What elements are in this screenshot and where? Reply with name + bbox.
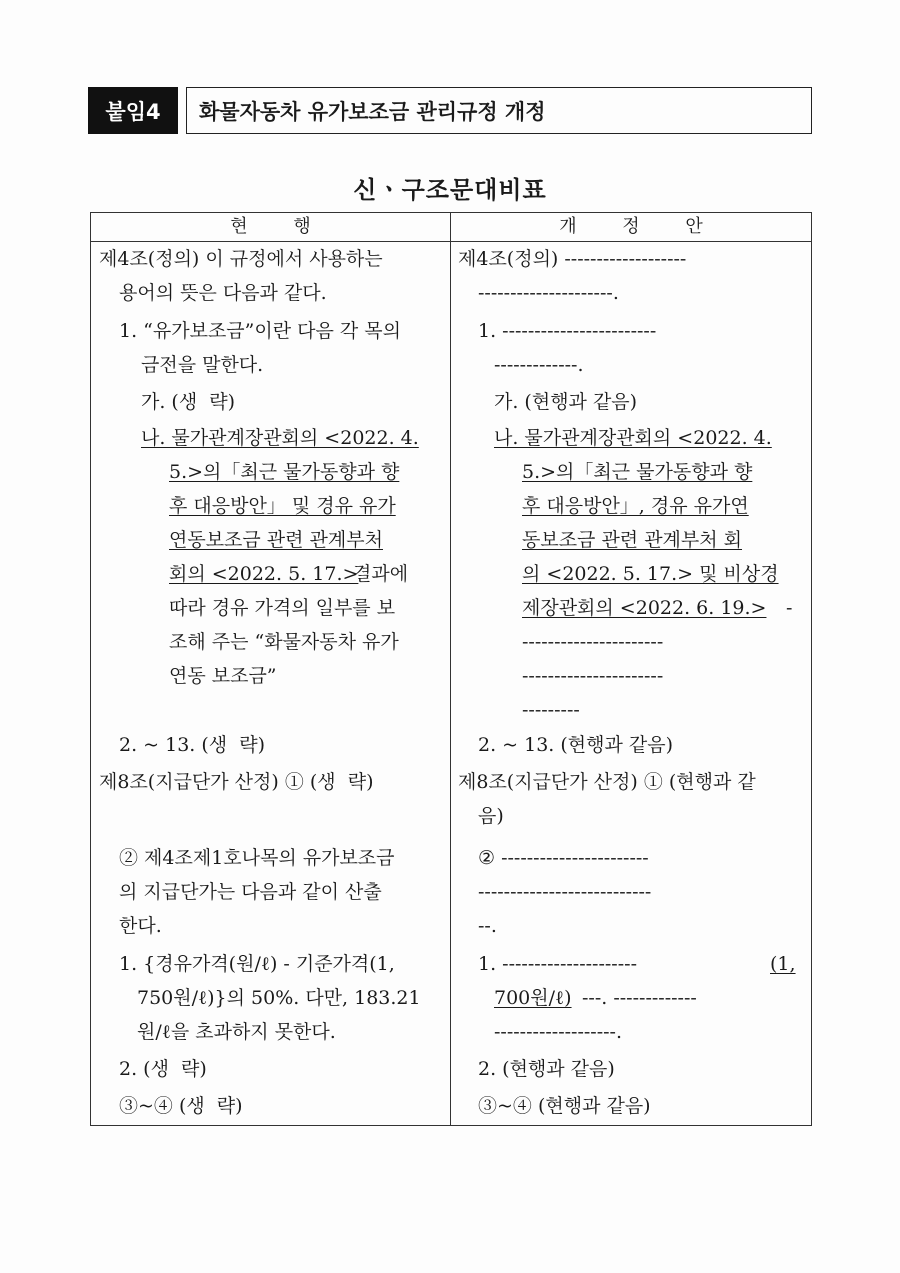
left-text-line: 2. ~ 13. (생 략) — [119, 734, 265, 756]
right-text-line: 제장관회의 <2022. 6. 19.> — [522, 597, 767, 619]
comparison-table-title: 신ㆍ구조문대비표 — [353, 175, 547, 204]
column-divider — [450, 241, 451, 1125]
left-text-line: 5.>의「최근 물가동향과 향 — [169, 461, 400, 483]
appendix-badge: 붙임4 — [88, 87, 178, 134]
right-text-line: 5.>의「최근 물가동향과 향 — [522, 461, 753, 483]
right-text-line: 2. (현행과 같음) — [478, 1058, 615, 1080]
left-text-line: ③~④ (생 략) — [119, 1095, 243, 1117]
right-text-line: ---------------------- — [522, 631, 664, 653]
right-text-line: 의 <2022. 5. 17.> 및 비상경 — [522, 563, 779, 585]
left-text-line: 원/ℓ을 초과하지 못한다. — [137, 1021, 336, 1043]
left-text-line: 의 지급단가는 다음과 같이 산출 — [119, 881, 382, 903]
right-text-line: --------------------------- — [478, 881, 652, 903]
left-text-line: 제4조(정의) 이 규정에서 사용하는 — [99, 248, 383, 270]
left-text-line: 1. “유가보조금”이란 다음 각 목의 — [119, 320, 401, 342]
right-text-line: 음) — [478, 805, 504, 827]
appendix-header — [88, 87, 812, 134]
left-text-line: 금전을 말한다. — [141, 354, 264, 376]
left-text-line: 나. 물가관계장관회의 <2022. 4. — [141, 427, 419, 449]
left-text-line: 1. {경유가격(원/ℓ) - 기준가격(1, — [119, 953, 395, 975]
right-text-line: ③~④ (현행과 같음) — [478, 1095, 651, 1117]
right-text-line: ---------------------- — [522, 665, 664, 687]
right-text-line: 가. (현행과 같음) — [494, 391, 638, 413]
right-text-line: -------------. — [494, 354, 584, 376]
right-text-line: 동보조금 관련 관계부처 회 — [522, 529, 743, 551]
right-text-line: 후 대응방안」, 경유 유가연 — [522, 495, 749, 517]
left-text-line: 연동 보조금” — [169, 665, 277, 687]
left-text-line: 조해 주는 “화물자동차 유가 — [169, 631, 399, 653]
right-text-line: 나. 물가관계장관회의 <2022. 4. — [494, 427, 772, 449]
right-text-line: 제8조(지급단가 산정) ① (현행과 같 — [458, 771, 756, 793]
right-text-line: ② ----------------------- — [478, 847, 649, 869]
right-text-line: --. — [478, 915, 497, 937]
right-text-line: 1. ------------------------ — [478, 320, 657, 342]
left-text-line: 한다. — [119, 915, 162, 937]
right-text-line: -------------------. — [494, 1021, 623, 1043]
left-text-line: 따라 경유 가격의 일부를 보 — [169, 597, 396, 619]
right-text-line: 1. --------------------- — [478, 953, 637, 975]
left-text-line: 제8조(지급단가 산정) ① (생 략) — [99, 771, 374, 793]
left-text-line: 750원/ℓ)}의 50%. 다만, 183.21 — [137, 987, 421, 1009]
right-text-line: - — [786, 597, 793, 619]
comparison-table — [90, 212, 812, 1126]
left-text-line: 연동보조금 관련 관계부처 — [169, 529, 383, 551]
right-text-line: 제4조(정의) ------------------- — [458, 248, 687, 270]
header-current: 현 행 — [91, 213, 451, 241]
left-text-line: 후 대응방안」 및 경유 유가 — [169, 495, 396, 517]
left-text-line: 회의 <2022. 5. 17.> — [169, 563, 359, 585]
right-text-line: ---------------------. — [478, 282, 619, 304]
table-header-row — [91, 213, 811, 242]
left-text-line: 가. (생 략) — [141, 391, 236, 413]
left-text-line: ② 제4조제1호나목의 유가보조금 — [119, 847, 395, 869]
appendix-title: 화물자동차 유가보조금 관리규정 개정 — [186, 87, 812, 134]
right-text-line: 700원/ℓ) — [494, 987, 572, 1009]
right-text-line: --------- — [522, 699, 580, 721]
right-text-line: 2. ~ 13. (현행과 같음) — [478, 734, 674, 756]
right-text-line: ---. ------------- — [582, 987, 697, 1009]
header-proposed: 개 정 안 — [559, 216, 703, 237]
left-text-line: 용어의 뜻은 다음과 같다. — [119, 282, 327, 304]
left-text-line: 결과에 — [353, 563, 409, 585]
right-text-line: (1, — [770, 953, 796, 975]
left-text-line: 2. (생 략) — [119, 1058, 207, 1080]
